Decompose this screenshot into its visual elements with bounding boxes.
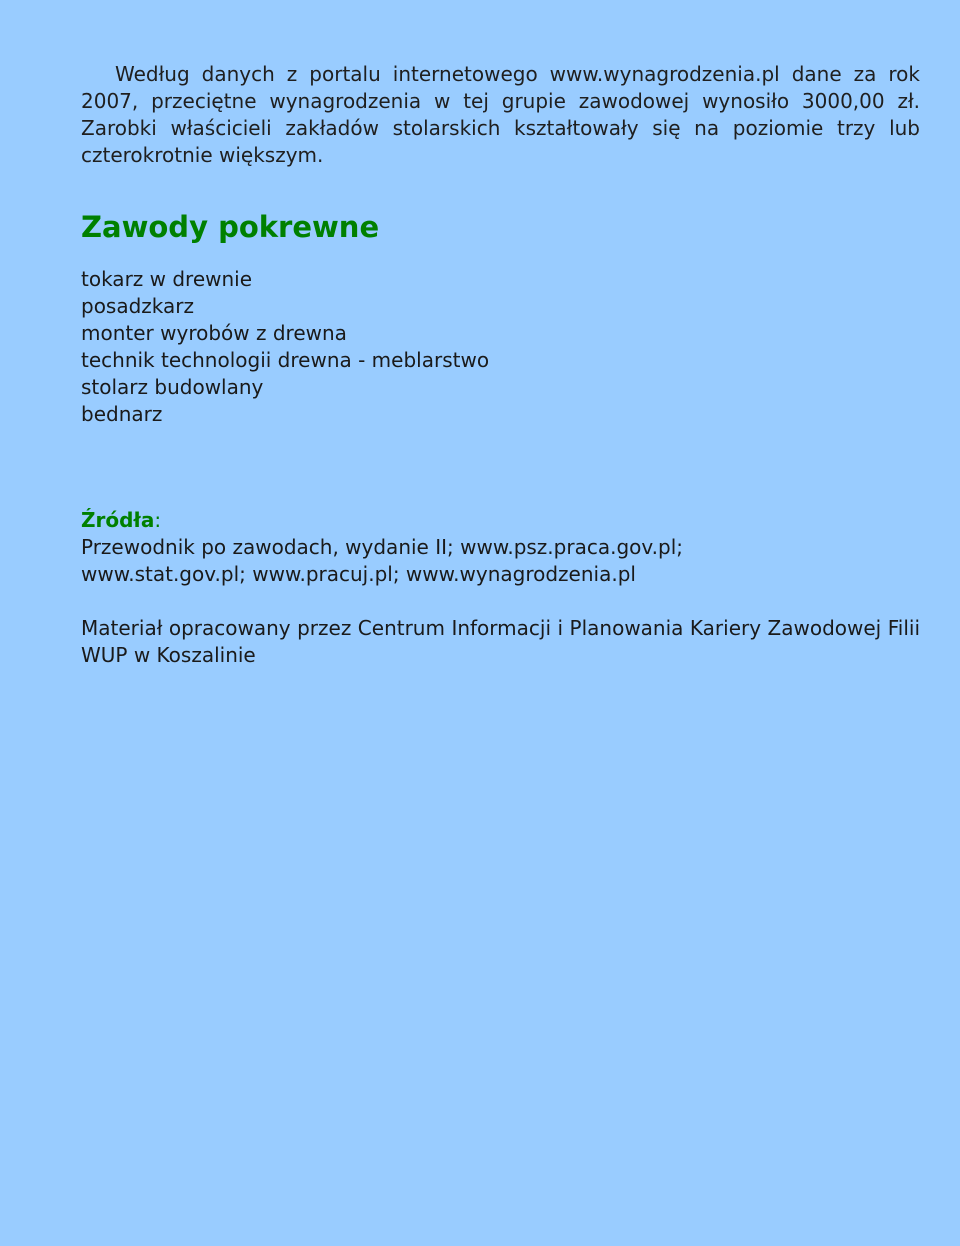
list-item: bednarz (81, 402, 163, 426)
intro-paragraph: Według danych z portalu internetowego www.wynagrodzenia.pl dane za rok 2007, przeciętne wynagrodzenia w tej grupie zawodowej wynosiło 3000,00 zł. Zarobki właścicieli zakładów stolarskich kształtowały się na poziomie trzy lub czterokrotnie większym. (81, 62, 920, 167)
list-item: posadzkarz (81, 294, 195, 318)
sources-section (81, 507, 920, 588)
related-occupations-heading: Zawody pokrewne (81, 210, 380, 244)
list-item: technik technologii drewna - meblarstwo (81, 348, 490, 372)
sources-colon: : (154, 508, 162, 532)
list-item: stolarz budowlany (81, 375, 264, 399)
sources-label: Źródła (81, 508, 155, 532)
footer-note: Materiał opracowany przez Centrum Informacji i Planowania Kariery Zawodowej Filii WUP w Koszalinie (81, 616, 920, 667)
sources-heading (81, 507, 920, 534)
list-item: tokarz w drewnie (81, 267, 253, 291)
list-item: monter wyrobów z drewna (81, 321, 347, 345)
related-occupations-list (81, 266, 920, 428)
sources-line-2: www.stat.gov.pl; www.pracuj.pl; www.wynagrodzenia.pl (81, 562, 636, 586)
sources-line-1: Przewodnik po zawodach, wydanie II; www.psz.praca.gov.pl; (81, 535, 684, 559)
